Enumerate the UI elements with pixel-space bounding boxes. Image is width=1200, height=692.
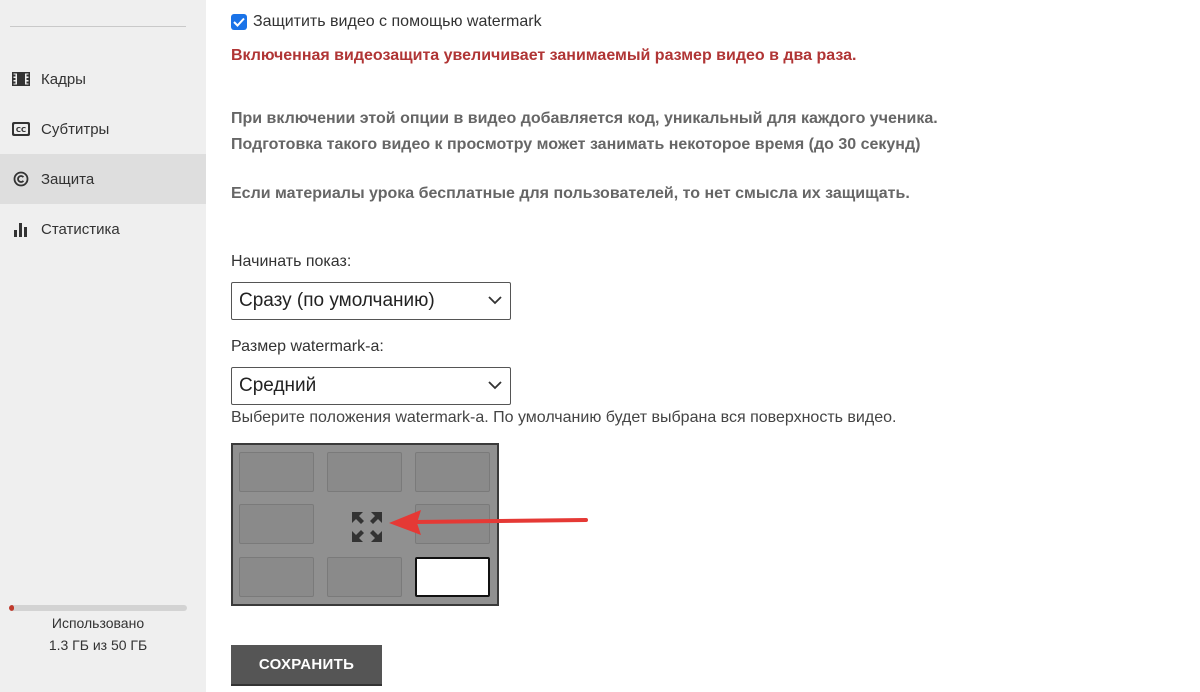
storage-usage-bar [9, 605, 187, 611]
check-icon [233, 17, 245, 27]
start-show-value: Сразу (по умолчанию) [239, 290, 435, 311]
sidebar-item-protection[interactable] [0, 154, 206, 204]
film-icon [11, 71, 31, 87]
position-cell-bottom-left[interactable] [239, 557, 314, 597]
info-text-line: Если материалы урока бесплатные для пользователей, то нет смысла их защищать. [231, 185, 910, 202]
position-cell-top-right[interactable] [415, 452, 490, 492]
main-content [231, 0, 1181, 692]
sidebar-item-label: Статистика [41, 220, 120, 238]
position-cell-top-center[interactable] [327, 452, 402, 492]
copyright-icon [11, 171, 31, 187]
size-warning: Включенная видеозащита увеличивает занимаемый размер видео в два раза. [231, 47, 857, 64]
protect-video-row[interactable] [231, 13, 542, 31]
position-cell-bottom-right[interactable] [415, 557, 490, 597]
chevron-down-icon [488, 381, 502, 390]
position-cell-middle-left[interactable] [239, 504, 314, 544]
start-show-label: Начинать показ: [231, 253, 352, 270]
save-button[interactable]: СОХРАНИТЬ [231, 645, 382, 684]
storage-usage-title: Использовано [51, 615, 145, 631]
info-text-line: При включении этой опции в видео добавляется код, уникальный для каждого ученика. [231, 110, 938, 127]
position-cell-bottom-center[interactable] [327, 557, 402, 597]
expand-icon[interactable] [351, 511, 383, 543]
storage-usage-fill [9, 605, 14, 611]
svg-text:CC: CC [15, 126, 27, 134]
position-hint: Выберите положения watermark-а. По умолчанию будет выбрана вся поверхность видео. [231, 409, 897, 426]
sidebar-divider [10, 26, 186, 27]
position-cell-top-left[interactable] [239, 452, 314, 492]
cc-icon [11, 121, 31, 137]
wm-size-select[interactable] [231, 367, 511, 405]
wm-size-label: Размер watermark-а: [231, 338, 384, 355]
sidebar-item-statistics[interactable] [0, 204, 206, 254]
storage-usage-value: 1.3 ГБ из 50 ГБ [48, 637, 148, 653]
sidebar-item-frames[interactable] [0, 54, 206, 104]
protect-video-label: Защитить видео с помощью watermark [253, 13, 542, 30]
start-show-select[interactable] [231, 282, 511, 320]
wm-size-value: Средний [239, 375, 317, 396]
info-text-line: Подготовка такого видео к просмотру может занимать некоторое время (до 30 секунд) [231, 136, 921, 153]
sidebar [0, 0, 206, 692]
sidebar-item-subtitles[interactable] [0, 104, 206, 154]
bar-chart-icon [11, 221, 31, 237]
sidebar-item-label: Защита [41, 170, 95, 188]
sidebar-item-label: Кадры [41, 70, 86, 88]
pointer-arrow-icon [381, 500, 591, 544]
chevron-down-icon [488, 296, 502, 305]
protect-video-checkbox[interactable] [231, 14, 247, 30]
sidebar-item-label: Субтитры [41, 120, 110, 138]
